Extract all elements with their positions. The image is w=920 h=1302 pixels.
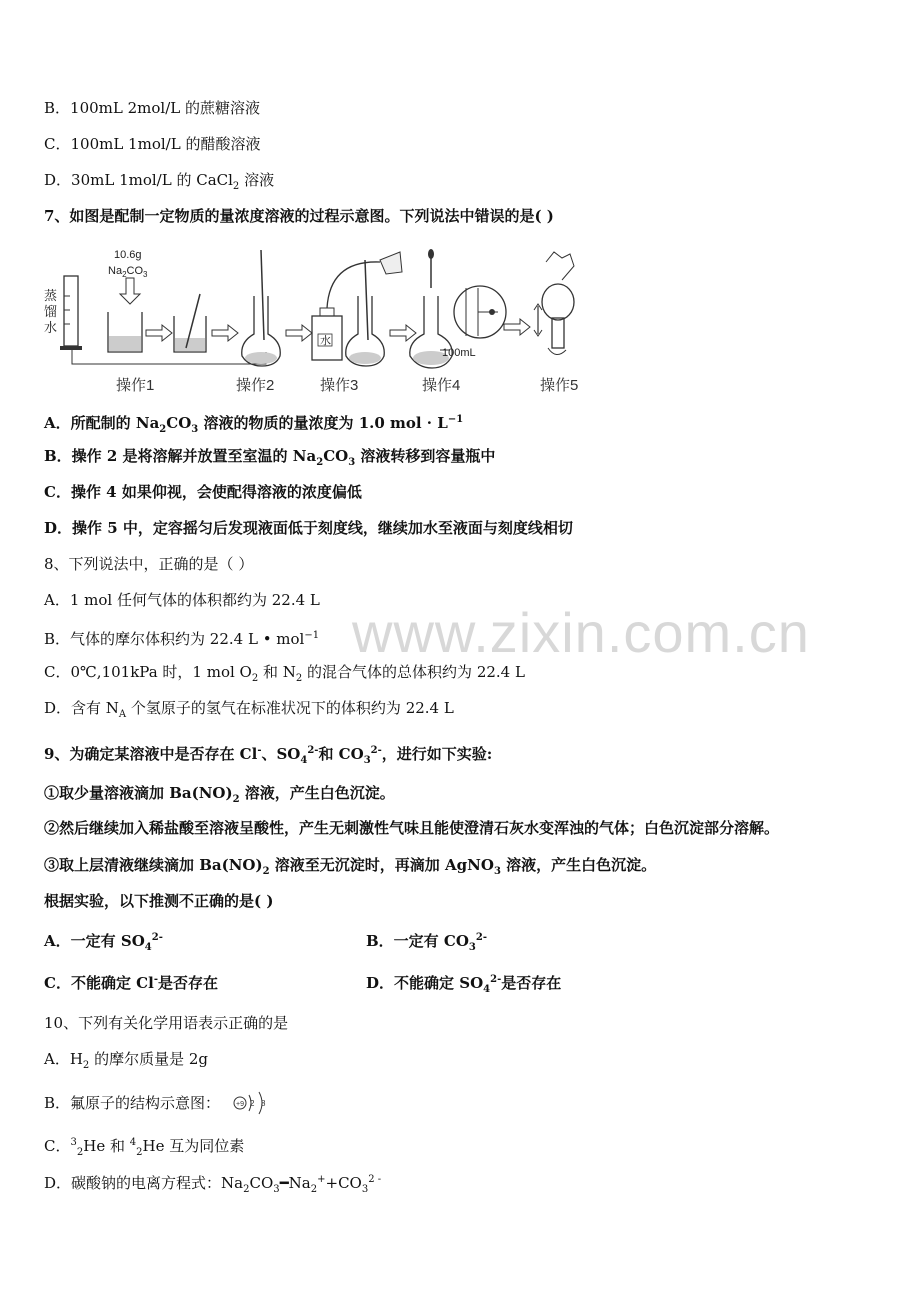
q8-option-c: C．0℃,101kPa 时，1 mol $O_2$ 和 $N_2$ 的混合气体的总体积约为 22.4 L xyxy=(44,663,525,684)
q9-option-a: A．一定有 $SO_4^{2-}$ xyxy=(44,932,163,953)
water-label-3: 水 xyxy=(44,320,58,335)
graduated-cylinder-icon xyxy=(60,276,82,350)
shaking-flask-icon xyxy=(534,252,574,355)
q10-option-c: C．$^3_2$He 和 $^4_2$He 互为同位素 xyxy=(44,1137,245,1158)
op5-label: 操作5 xyxy=(540,377,579,394)
q9-step-3: ③取上层清液继续滴加 $Ba(NO)_2$ 溶液至无沉淀时，再滴加 AgNO$_3$ 溶液，产生白色沉淀。 xyxy=(44,856,657,877)
q10-stem: 10、下列有关化学用语表示正确的是 xyxy=(44,1014,289,1032)
q9-question: 根据实验，以下推测不正确的是( ) xyxy=(44,892,274,910)
q8-option-d: D．含有 $N_A$ 个氢原子的氢气在标准状况下的体积约为 22.4 L xyxy=(44,699,454,720)
q8-option-b: B．气体的摩尔体积约为 22.4 L • mol$^{-1}$ xyxy=(44,630,320,648)
q7-option-b: B．操作 2 是将溶解并放置至室温的 $Na_2CO_3$ 溶液转移到容量瓶中 xyxy=(44,447,496,468)
watermark: www.zixin.com.cn xyxy=(352,601,810,664)
svg-text:+9: +9 xyxy=(236,1101,244,1108)
mass-label: 10.6g xyxy=(114,249,142,261)
water-label-2: 馏 xyxy=(44,304,58,319)
op3-label: 操作3 xyxy=(320,377,359,394)
q8-option-a: A．1 mol 任何气体的体积都约为 22.4 L xyxy=(44,591,320,609)
beaker-with-rod-icon xyxy=(174,294,206,352)
q10-option-b: B．氟原子的结构示意图： xyxy=(44,1094,221,1112)
op4-label: 操作4 xyxy=(422,377,461,394)
bottle-label: 水 xyxy=(320,335,331,347)
q7-option-a: A．所配制的 $Na_2CO_3$ 溶液的物质的量浓度为 1.0 mol · $L^{-1}$ xyxy=(44,414,464,435)
q9-step-1: ①取少量溶液滴加 $Ba(NO)_2$ 溶液，产生白色沉淀。 xyxy=(44,784,395,805)
q7-option-c: C．操作 4 如果仰视，会使配得溶液的浓度偏低 xyxy=(44,483,362,501)
q6-option-d: D．30mL 1mol/L 的 CaCl$_2$ 溶液 xyxy=(44,171,275,192)
q9-stem: 9、为确定某溶液中是否存在 Cl-、$SO_4^{2-}$和 $CO_3^{2-}$，进行如下实验: xyxy=(44,745,493,766)
magnified-view-icon xyxy=(454,286,506,338)
beaker-icon xyxy=(108,312,142,352)
solution-preparation-diagram xyxy=(40,240,600,400)
q9-option-b: B．一定有 $CO_3^{2-}$ xyxy=(366,932,487,953)
volumetric-flask-icon xyxy=(346,252,402,366)
svg-text:2: 2 xyxy=(250,1099,255,1108)
svg-text:8: 8 xyxy=(261,1099,266,1108)
op2-label: 操作2 xyxy=(236,377,275,394)
compound-label: $Na_2CO_3$ xyxy=(108,265,148,279)
q6-option-b: B．100mL 2mol/L 的蔗糖溶液 xyxy=(44,99,260,117)
q7-stem: 7、如图是配制一定物质的量浓度溶液的过程示意图。下列说法中错误的是( ) xyxy=(44,207,554,225)
q7-option-d: D．操作 5 中，定容摇匀后发现液面低于刻度线，继续加水至液面与刻度线相切 xyxy=(44,519,573,537)
q10-option-a: A．$H_2$ 的摩尔质量是 2g xyxy=(44,1050,208,1071)
q9-option-c: C．不能确定 Cl-是否存在 xyxy=(44,974,218,992)
q9-step-2: ②然后继续加入稀盐酸至溶液呈酸性，产生无刺激性气味且能使澄清石灰水变浑浊的气体；白色沉淀部分溶解。 xyxy=(44,819,780,837)
volume-label: 100mL xyxy=(442,347,476,359)
op1-label: 操作1 xyxy=(116,377,155,394)
water-label-1: 蒸 xyxy=(44,288,58,303)
q9-option-d: D．不能确定 $SO_4^{2-}$是否存在 xyxy=(366,974,562,995)
q8-stem: 8、下列说法中，正确的是（ ） xyxy=(44,555,254,573)
q6-option-c: C．100mL 1mol/L 的醋酸溶液 xyxy=(44,135,261,153)
q10-option-d: D．碳酸钠的电离方程式：$Na_2CO_3━Na_2^++CO_3^{2 -}$ xyxy=(44,1174,382,1195)
volumetric-flask-icon xyxy=(242,250,281,366)
fluorine-atom-structure-icon xyxy=(232,1090,272,1116)
